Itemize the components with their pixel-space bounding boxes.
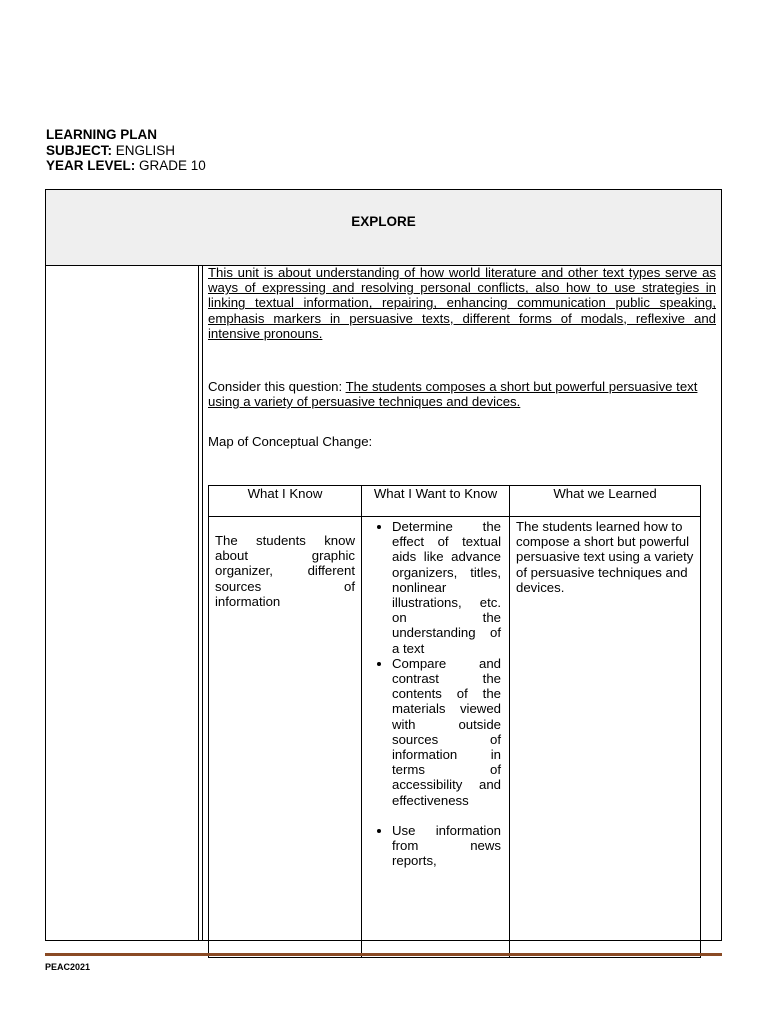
footer-code: PEAC2021 xyxy=(45,962,91,972)
want-list xyxy=(362,519,501,868)
want-item: • Compare and contrast the contents of the materials viewed with outside sources of information in terms of accessibility and effectiveness xyxy=(392,656,501,808)
want-item: • Determine the effect of textual aids like advance organizers, titles, nonlinear illustrations, etc. on the understanding of a text xyxy=(392,519,501,656)
kwl-header-learned: What we Learned xyxy=(510,486,701,517)
kwl-know-cell xyxy=(209,517,362,958)
subject-line: SUBJECT: ENGLISH xyxy=(46,142,176,158)
explore-header-band xyxy=(46,190,721,266)
essential-question xyxy=(208,379,716,409)
year-level-line: YEAR LEVEL: GRADE 10 xyxy=(46,158,206,173)
footer-rule xyxy=(45,953,722,956)
question-prefix: Consider this question: xyxy=(208,379,346,394)
explore-table xyxy=(45,189,722,941)
kwl-learned-cell: The students learned how to compose a short but powerful persuasive text using a variety of persuasive techniques and devices. xyxy=(510,517,701,958)
kwl-table xyxy=(208,485,701,958)
plan-title: LEARNING PLAN xyxy=(46,127,157,142)
kwl-want-cell xyxy=(362,517,510,958)
document-header xyxy=(46,127,206,174)
kwl-header-know: What I Know xyxy=(209,486,362,517)
know-text-end: information xyxy=(215,593,281,609)
question-text: The students composes a short but powerful persuasive text using a variety of persuasive techniques and devices. xyxy=(208,379,698,410)
map-label: Map of Conceptual Change: xyxy=(208,434,373,449)
kwl-header-want: What I Want to Know xyxy=(362,486,510,517)
left-empty-column xyxy=(46,265,203,940)
want-item: • Use information from news reports, xyxy=(392,823,501,869)
unit-description: This unit is about understanding of how world literature and other text types serve as ways of expressing and resolving personal conflicts, also how to use strategies in linking textual information, repairing, enhancing communication public speaking, emphasis markers in persuasive texts, different forms of modals, reflexive and intensive pronouns. xyxy=(208,265,716,341)
know-text: The students know about graphic organizer, different sources of xyxy=(215,533,355,594)
explore-title: EXPLORE xyxy=(351,214,416,229)
